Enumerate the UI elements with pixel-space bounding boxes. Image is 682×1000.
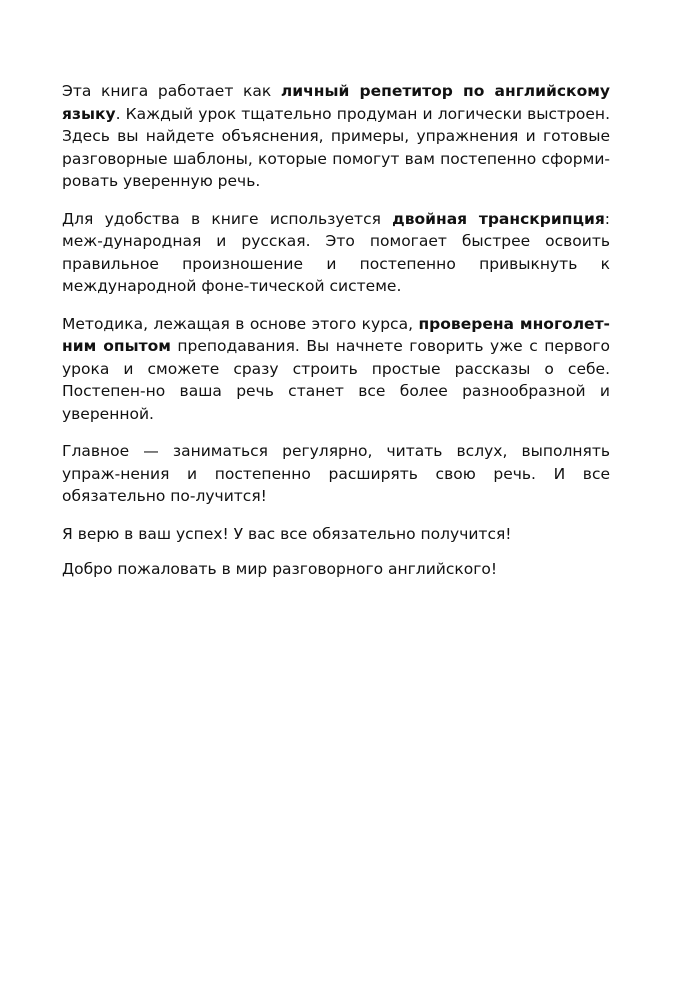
emphasis-double-transcription: двойная транскрипция bbox=[392, 209, 605, 228]
paragraph-method bbox=[62, 313, 610, 426]
text-run: дународная и русская. Это помогает быстрее освоить правильное bbox=[62, 232, 610, 273]
text-run: . Каждый урок тщательно продуман и логически выстроен. bbox=[115, 104, 610, 123]
paragraph-transcription bbox=[62, 208, 610, 298]
book-page-text bbox=[62, 80, 610, 596]
paragraph-intro bbox=[62, 80, 610, 193]
emphasis-proven-experience: проверена многолет- bbox=[418, 314, 610, 333]
text-run: урока и сможете сразу строить простые рассказы о себе. Постепен- bbox=[62, 359, 610, 400]
text-run: Методика, лежащая в основе этого курса, bbox=[62, 314, 419, 333]
text-run: Здесь вы найдете объяснения, примеры, упражнения и готовые bbox=[62, 127, 610, 145]
text-run: Эта книга работает как bbox=[62, 82, 281, 100]
text-run: нения и постепенно расширять свою речь. И все обязательно по- bbox=[62, 464, 610, 505]
text-run: ровать уверенную речь. bbox=[62, 172, 261, 190]
text-run: но ваша речь станет все более разнообразной и уверенной. bbox=[62, 382, 610, 423]
text-run: Главное — заниматься регулярно, читать вслух, выполнять упраж- bbox=[62, 442, 610, 483]
text-run: Я верю в ваш успех! У вас все обязательно получится! bbox=[62, 524, 512, 543]
emphasis-proven-experience-cont: ним опытом bbox=[62, 337, 171, 355]
emphasis-language: языку bbox=[62, 104, 116, 123]
text-run: тической системе. bbox=[249, 277, 402, 295]
text-run: разговорные шаблоны, которые помогут вам постепенно сформи- bbox=[62, 149, 610, 168]
paragraph-main-advice bbox=[62, 440, 610, 508]
paragraph-belief bbox=[62, 523, 610, 546]
paragraph-welcome bbox=[62, 558, 610, 581]
text-run: Для удобства в книге используется bbox=[62, 209, 393, 228]
text-run: произношение и постепенно привыкнуть к международной фоне- bbox=[62, 254, 610, 295]
text-run: лучится! bbox=[195, 487, 267, 505]
text-run: : меж- bbox=[62, 209, 611, 250]
text-run: Добро пожаловать в мир разговорного английского! bbox=[62, 560, 498, 578]
emphasis-personal-tutor: личный репетитор по английскому bbox=[280, 82, 610, 100]
text-run: преподавания. Вы начнете говорить уже с первого bbox=[170, 337, 610, 355]
